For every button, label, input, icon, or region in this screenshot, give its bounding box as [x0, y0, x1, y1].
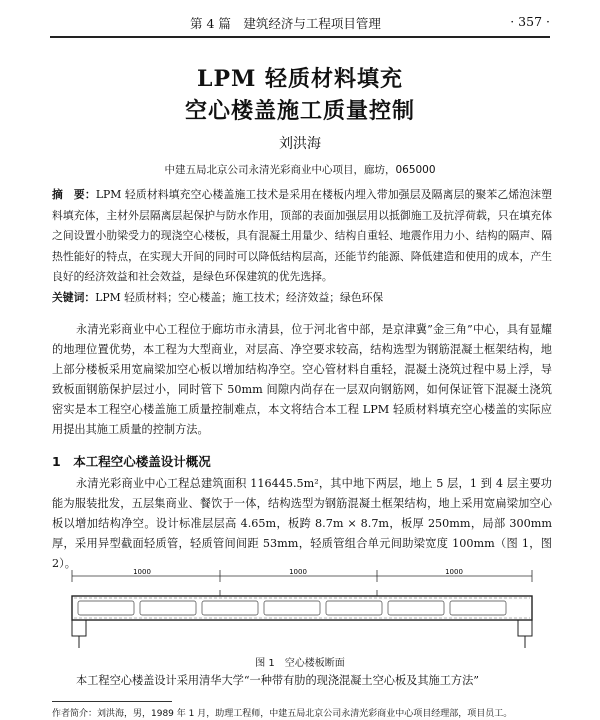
section-1-title: 1 本工程空心楼盖设计概况: [52, 454, 211, 469]
dim-label-1: 1000: [133, 568, 151, 576]
author: 刘洪海: [279, 136, 321, 152]
affiliation: 中建五局北京公司永清光彩商业中心项目，廊坊，065000: [164, 164, 436, 176]
figure-1: [52, 566, 552, 650]
beam-left: [72, 620, 86, 636]
title-line-1: LPM 轻质材料填充: [196, 66, 404, 92]
keywords-text: LPM 轻质材料；空心楼盖；施工技术；经济效益；绿色环保: [95, 291, 384, 304]
slab-section-drawing: [52, 566, 552, 650]
keywords-label: 关键词：: [52, 291, 96, 304]
abstract-text: LPM 轻质材料填充空心楼盖施工技术是采用在楼板内埋入带加强层及隔离层的聚苯乙烯泡沫塑料填充体，主材外层隔离层起保护与防水作用，顶部的表面加强层用以抵御施工及抗浮荷载，只在填充体之间设置小肋梁受力的现浇空心楼板，具有混凝土用量少、结构自重轻、地震作用力小、结构的隔声、隔热性能好的特点，在实现大开间的同时可以降低结构层高，还能节约能源、降低建造和使用的成本，产生良好的经济效益和社会效益，是绿色环保建筑的优先选择。: [52, 188, 553, 283]
running-head: [50, 8, 550, 36]
dim-label-2: 1000: [289, 568, 307, 576]
header-rule: [50, 36, 550, 38]
slab-outline: [72, 596, 532, 620]
keywords: [52, 290, 552, 305]
page-number: · 357 ·: [510, 14, 550, 29]
intro-paragraph: 永清光彩商业中心工程位于廊坊市永清县，位于河北省中部，是京津冀”金三角”中心，具有显耀的地理位置优势，本工程为大型商业，对层高、净空要求较高，结构选型为钢筋混凝土框架结构，地上部分楼板采用宽扁梁加空心板以增加结构净空。空心管材料自重轻，混凝土浇筑过程中易上浮，导致板面钢筋保护层过小，同时管下 50mm 间隙内尚存在一层双向钢筋网，如何保证管下混凝土浇筑密实是本工程空心楼盖施工质量控制难点，本文将结合本工程 LPM 轻质材料填充空心楼盖的实际应用提出其施工质量的控制方法。: [52, 323, 552, 436]
abstract: [52, 185, 552, 288]
author-footnote: 作者简介：刘洪海，男，1989 年 1 月，助理工程师，中建五局北京公司永清光彩商业中心项目经理部，项目员工。: [52, 709, 513, 719]
figure-caption: 图 1 空心楼板断面: [255, 658, 345, 669]
chapter-heading: 第 4 篇 建筑经济与工程项目管理: [190, 16, 381, 31]
footnote-rule: [52, 701, 172, 702]
section-1-paragraph: 永清光彩商业中心工程总建筑面积 116445.5m²，其中地下两层，地上 5 层，1 到 4 层主要功能为服装批发，五层集商业、餐饮于一体，结构选型为钢筋混凝土框架结构，地上采用宽扁梁加空心板以增加结构净空。设计标准层层高 4.65m，板跨 8.7m × 8.7m，板厚 250mm，局部 300mm 厚，采用异型截面轻质管，轻质管间间距 53mm，轻质管组合单元间助梁宽度 100mm（图 1，图 2）。: [52, 477, 552, 570]
title-line-2: 空心楼盖施工质量控制: [184, 98, 415, 124]
dim-label-3: 1000: [445, 568, 463, 576]
beam-right: [518, 620, 532, 636]
hollow-tubes: [78, 601, 506, 615]
abstract-label: 摘 要：: [52, 188, 96, 201]
continuation-line: 本工程空心楼盖设计采用清华大学“一种带有肋的现浇混凝土空心板及其施工方法”: [76, 674, 480, 687]
